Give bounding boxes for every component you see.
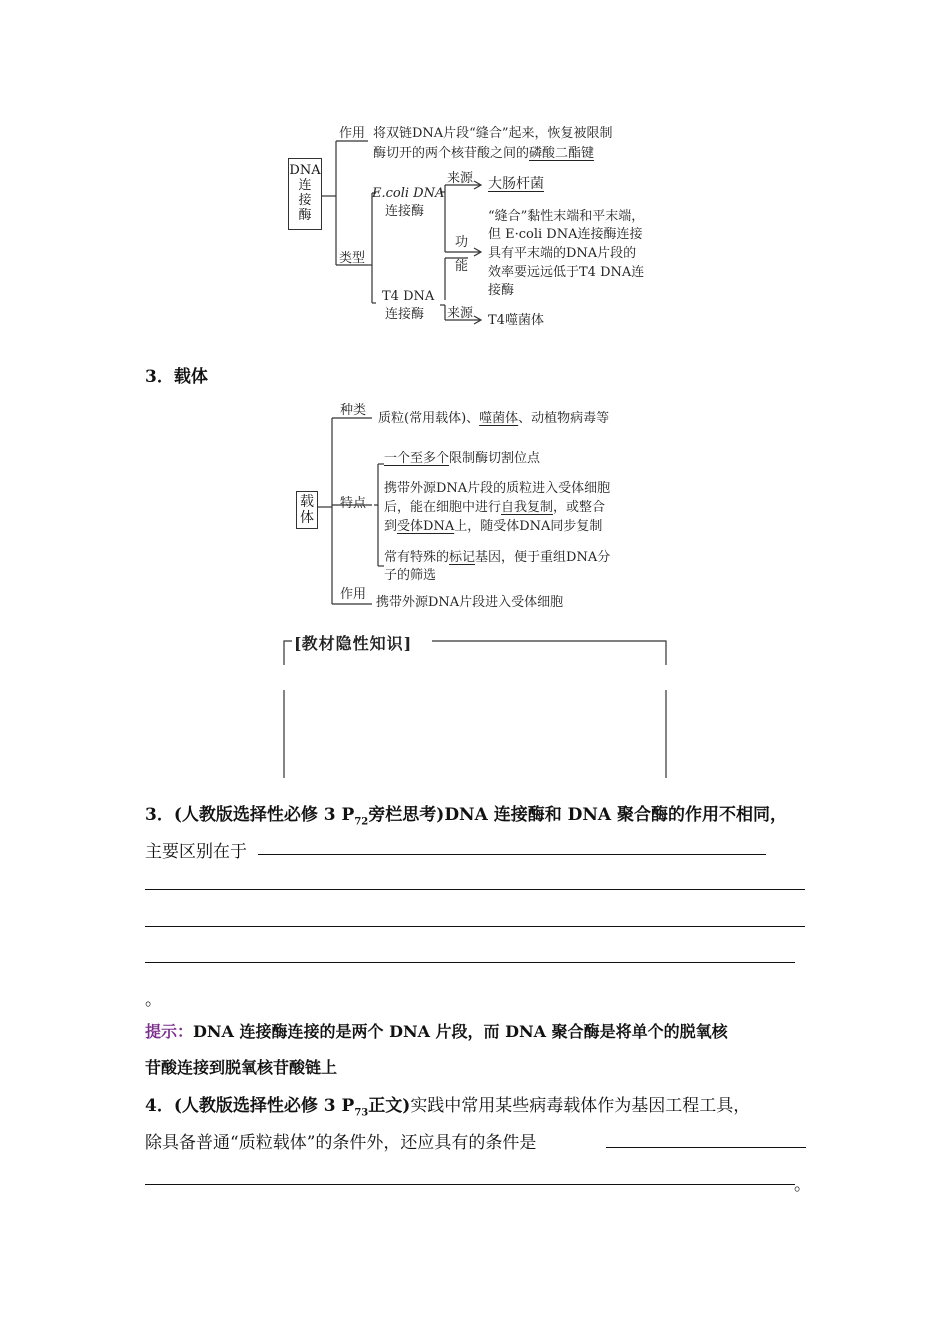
vector-feature-3-line-2: 子的筛选 bbox=[384, 568, 437, 583]
t4-source-value: T4噬菌体 bbox=[488, 313, 544, 328]
ligase-root-box: DNA 连 接 酶 bbox=[288, 158, 322, 230]
ligase-role-label: 作用 bbox=[339, 126, 366, 141]
vector-kind-label: 种类 bbox=[340, 403, 367, 418]
t4-source-label: 来源 bbox=[447, 306, 474, 321]
q4-number: 4． bbox=[145, 1096, 174, 1116]
q3-number: 3． bbox=[145, 805, 174, 825]
t4-ligase-name-2: 连接酶 bbox=[385, 307, 425, 322]
function-text-3: 具有平末端的DNA片段的 bbox=[488, 246, 637, 261]
hidden-knowledge-title bbox=[294, 631, 411, 654]
one-or-more: 一个至多个 bbox=[384, 451, 450, 466]
q4-answer-blank-1[interactable] bbox=[606, 1147, 806, 1148]
vector-root-box: 载 体 bbox=[296, 491, 318, 529]
q3-line-2: 主要区别在于 bbox=[145, 842, 247, 862]
vector-feature-3-c: 基因，便于重组DNA分 bbox=[475, 550, 611, 565]
q3-source: (人教版选择性必修 3 $P_{72}$旁栏思考) bbox=[173, 805, 445, 828]
vector-feature-3-a: 常有特殊的 bbox=[384, 550, 450, 565]
function-label-1: 功 bbox=[455, 235, 469, 250]
ecoli-ligase-name-1: E.coli DNA bbox=[372, 186, 445, 201]
hint-text-1: DNA 连接酶连接的是两个 DNA 片段，而 DNA 聚合酶是将单个的脱氧核 bbox=[193, 1022, 728, 1041]
q3-end-mark: 。 bbox=[145, 990, 162, 1010]
vector-role-text: 携带外源DNA片段进入受体细胞 bbox=[376, 595, 564, 610]
section-3-heading: 3．载体 bbox=[145, 367, 208, 387]
vector-feature-2-line-2 bbox=[384, 501, 605, 514]
vector-kind-text-3: 、动植物病毒等 bbox=[518, 411, 610, 426]
q4-source: (人教版选择性必修 3 $P_{73}$正文) bbox=[173, 1096, 411, 1119]
ligase-role-text-2a: 酶切开的两个核苷酸之间的 bbox=[373, 146, 530, 161]
q3-hint-line-1 bbox=[145, 1019, 728, 1042]
vector-feature-3-line-1 bbox=[384, 551, 610, 564]
vector-feature-2-e: 上，随受体DNA同步复制 bbox=[454, 519, 603, 534]
recipient-dna: 受体DNA bbox=[397, 519, 455, 534]
ecoli-source-label: 来源 bbox=[447, 171, 474, 186]
vector-feature-1-rest: 限制酶切割位点 bbox=[449, 451, 541, 466]
t4-ligase-name-1: T4 DNA bbox=[382, 289, 435, 304]
q3-answer-blank-1[interactable] bbox=[258, 854, 766, 855]
q4-answer-blank-2[interactable] bbox=[145, 1184, 795, 1185]
ligase-type-label: 类型 bbox=[339, 251, 366, 266]
function-text-4: 效率要远远低于T4 DNA连 bbox=[488, 265, 645, 280]
q3-line-1 bbox=[145, 800, 787, 827]
ligase-role-text-2 bbox=[373, 147, 594, 160]
vector-kind-text-1: 质粒(常用载体)、 bbox=[378, 411, 480, 426]
vector-feature-2-c: ，或整合 bbox=[553, 500, 606, 515]
q4-text-1: 实践中常用某些病毒载体作为基因工程工具， bbox=[410, 1096, 751, 1116]
ligase-role-text-1: 将双链DNA片段“缝合”起来，恢复被限制 bbox=[373, 126, 613, 141]
function-label-2: 能 bbox=[455, 259, 469, 274]
q3-text-1: DNA 连接酶和 DNA 聚合酶的作用不相同， bbox=[444, 805, 788, 825]
q3-answer-blank-3[interactable] bbox=[145, 926, 805, 927]
q4-end-mark: 。 bbox=[794, 1175, 811, 1195]
marker: 标记 bbox=[449, 550, 476, 565]
q4-line-2: 除具备普通“质粒载体”的条件外，还应具有的条件是 bbox=[145, 1133, 537, 1153]
q3-answer-blank-2[interactable] bbox=[145, 889, 805, 890]
function-text-1: “缝合”黏性末端和平末端， bbox=[488, 209, 645, 224]
vector-feature-1 bbox=[384, 452, 540, 465]
self-replication: 自我复制 bbox=[501, 500, 554, 515]
function-text-2: 但 E·coli DNA连接酶连接 bbox=[488, 227, 643, 242]
bracket-left: [ bbox=[294, 634, 302, 653]
phosphodiester-bond: 磷酸二酯键 bbox=[529, 146, 595, 161]
vector-feature-label: 特点 bbox=[340, 496, 367, 511]
vector-role-label: 作用 bbox=[340, 587, 367, 602]
function-text-5: 接酶 bbox=[488, 283, 515, 298]
vector-feature-2-line-1: 携带外源DNA片段的质粒进入受体细胞 bbox=[384, 481, 611, 496]
q3-hint-line-2: 苷酸连接到脱氧核苷酸链上 bbox=[145, 1058, 338, 1077]
hint-label: 提示： bbox=[145, 1022, 194, 1041]
q3-answer-blank-4[interactable] bbox=[145, 962, 795, 963]
bracket-right: ] bbox=[403, 634, 412, 653]
phage: 噬菌体 bbox=[479, 411, 519, 426]
ecoli-ligase-name-2: 连接酶 bbox=[385, 204, 425, 219]
vector-feature-2-line-3 bbox=[384, 520, 602, 533]
hidden-knowledge-text: 教材隐性知识 bbox=[301, 634, 404, 653]
ecoli-source-value: 大肠杆菌 bbox=[488, 176, 544, 192]
vector-feature-2-d: 到 bbox=[384, 519, 398, 534]
vector-feature-2-a: 后，能在细胞中进行 bbox=[384, 500, 502, 515]
vector-kind-text bbox=[378, 412, 609, 425]
q4-line-1 bbox=[145, 1091, 750, 1118]
